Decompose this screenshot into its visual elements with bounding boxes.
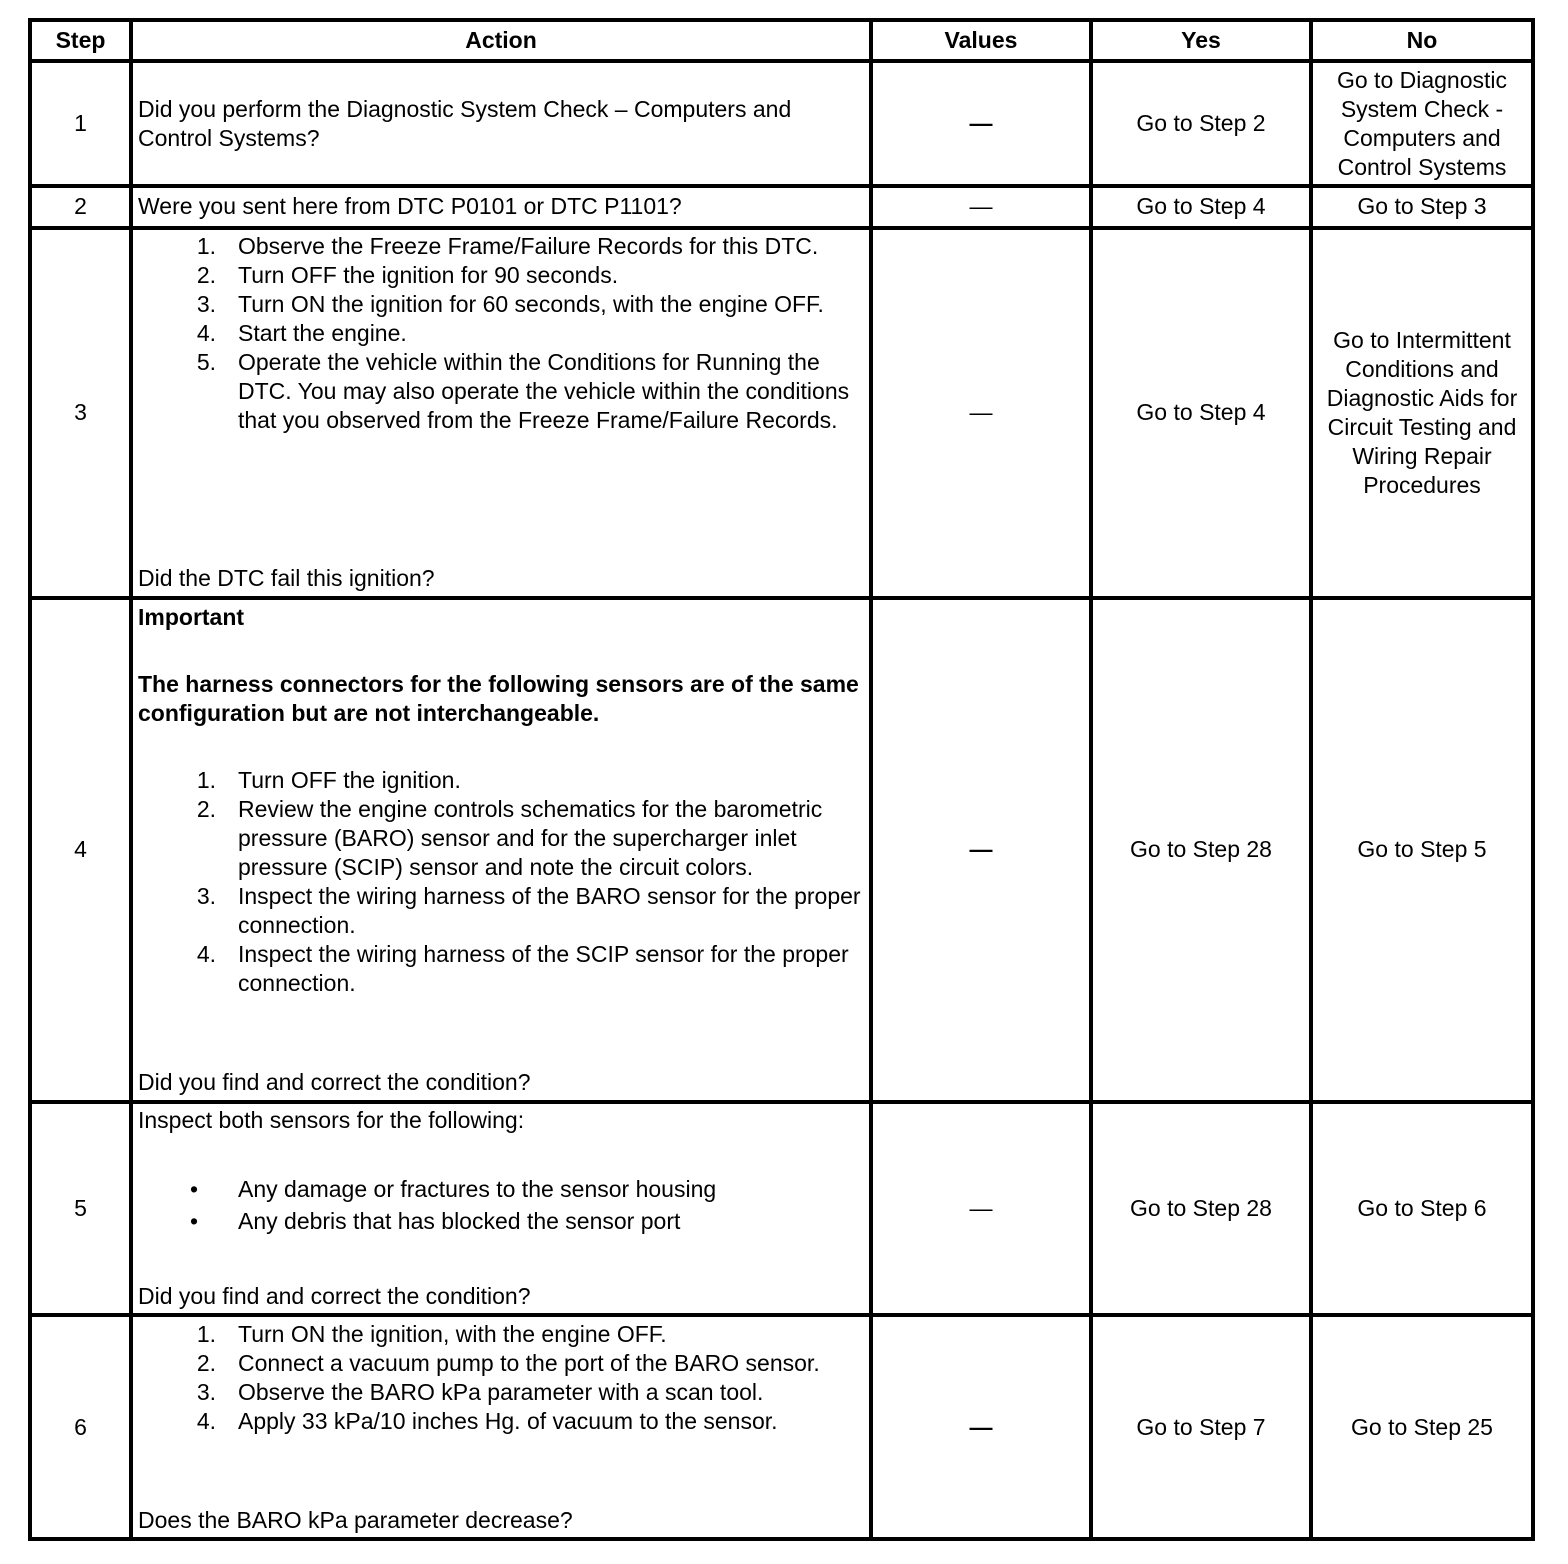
value-dash: — [969, 836, 993, 863]
action-question: Did the DTC fail this ignition? [138, 565, 435, 592]
table-row [30, 1102, 1533, 1316]
value-cell [871, 186, 1091, 227]
step-number: 3 [30, 228, 131, 598]
value-cell [871, 61, 1091, 186]
value-cell [871, 598, 1091, 1102]
no-cell: Go to Step 5 [1311, 598, 1533, 1102]
action-cell [131, 1102, 871, 1316]
important-note: The harness connectors for the following sensors are of the same configuration but are not interchangeable. [138, 670, 859, 726]
step-number: 4 [30, 598, 131, 1102]
yes-cell: Go to Step 2 [1091, 61, 1311, 186]
value-dash: — [969, 1413, 993, 1440]
yes-cell: Go to Step 4 [1091, 186, 1311, 227]
diagnostic-table [28, 18, 1535, 1541]
value-cell [871, 1315, 1091, 1539]
header-values: Values [871, 20, 1091, 61]
list-item: 5. Operate the vehicle within the Conditions for Running the DTC. You may also operate the vehicle within the conditions that you observed from the Freeze Frame/Failure Records. [196, 349, 850, 434]
list-item: • Any debris that has blocked the sensor port [190, 1207, 681, 1234]
step-list [138, 1320, 864, 1436]
header-no: No [1311, 20, 1533, 61]
no-cell: Go to Step 25 [1311, 1315, 1533, 1539]
action-cell [131, 1315, 871, 1539]
step-list [138, 766, 864, 998]
list-item: 3. Turn ON the ignition for 60 seconds, with the engine OFF. [196, 291, 824, 318]
list-item: 2. Review the engine controls schematics for the barometric pressure (BARO) sensor and for the supercharger inlet pressure (SCIP) sensor and note the circuit colors. [196, 795, 823, 880]
no-cell: Go to Step 3 [1311, 186, 1533, 227]
action-cell [131, 186, 871, 227]
no-cell: Go to Intermittent Conditions and Diagnostic Aids for Circuit Testing and Wiring Repair Procedures [1311, 228, 1533, 598]
list-item: 2. Turn OFF the ignition for 90 seconds. [196, 262, 619, 289]
value-dash: — [969, 1194, 993, 1221]
list-item: 4. Apply 33 kPa/10 inches Hg. of vacuum to the sensor. [196, 1407, 778, 1434]
table-row [30, 228, 1533, 598]
step-number: 2 [30, 186, 131, 227]
list-item: 4. Start the engine. [196, 320, 407, 347]
header-row [30, 20, 1533, 61]
table-row [30, 61, 1533, 186]
action-question: Did you find and correct the condition? [138, 1282, 531, 1309]
yes-cell: Go to Step 28 [1091, 1102, 1311, 1316]
yes-cell: Go to Step 7 [1091, 1315, 1311, 1539]
step-number: 5 [30, 1102, 131, 1316]
list-item: 3. Inspect the wiring harness of the BARO sensor for the proper connection. [196, 882, 861, 938]
header-step: Step [30, 20, 131, 61]
list-item: 1. Observe the Freeze Frame/Failure Records for this DTC. [196, 233, 819, 260]
list-item: 4. Inspect the wiring harness of the SCIP sensor for the proper connection. [196, 940, 849, 996]
action-cell [131, 228, 871, 598]
action-cell [131, 61, 871, 186]
list-item: 1. Turn OFF the ignition. [196, 766, 461, 793]
table-row [30, 1315, 1533, 1539]
action-question: Did you find and correct the condition? [138, 1068, 531, 1095]
header-yes: Yes [1091, 20, 1311, 61]
table-row [30, 186, 1533, 227]
yes-cell: Go to Step 4 [1091, 228, 1311, 598]
action-text: Were you sent here from DTC P0101 or DTC P1101? [138, 193, 682, 220]
step-list [138, 232, 864, 435]
list-item: 3. Observe the BARO kPa parameter with a scan tool. [196, 1378, 764, 1405]
list-item: 2. Connect a vacuum pump to the port of the BARO sensor. [196, 1349, 820, 1376]
value-cell [871, 228, 1091, 598]
list-item: 1. Turn ON the ignition, with the engine OFF. [196, 1320, 667, 1347]
action-question: Does the BARO kPa parameter decrease? [138, 1506, 573, 1533]
yes-cell: Go to Step 28 [1091, 598, 1311, 1102]
value-dash: — [969, 399, 993, 426]
table-row [30, 598, 1533, 1102]
value-dash: — [969, 193, 993, 220]
step-number: 6 [30, 1315, 131, 1539]
header-action: Action [131, 20, 871, 61]
important-label: Important [138, 603, 245, 630]
no-cell: Go to Diagnostic System Check - Computers and Control Systems [1311, 61, 1533, 186]
action-intro: Inspect both sensors for the following: [138, 1106, 525, 1133]
value-cell [871, 1102, 1091, 1316]
action-text: Did you perform the Diagnostic System Check – Computers and Control Systems? [138, 95, 792, 151]
bullet-list [138, 1175, 864, 1236]
action-cell [131, 598, 871, 1102]
list-item: • Any damage or fractures to the sensor housing [190, 1175, 717, 1202]
value-dash: — [969, 110, 993, 137]
no-cell: Go to Step 6 [1311, 1102, 1533, 1316]
step-number: 1 [30, 61, 131, 186]
